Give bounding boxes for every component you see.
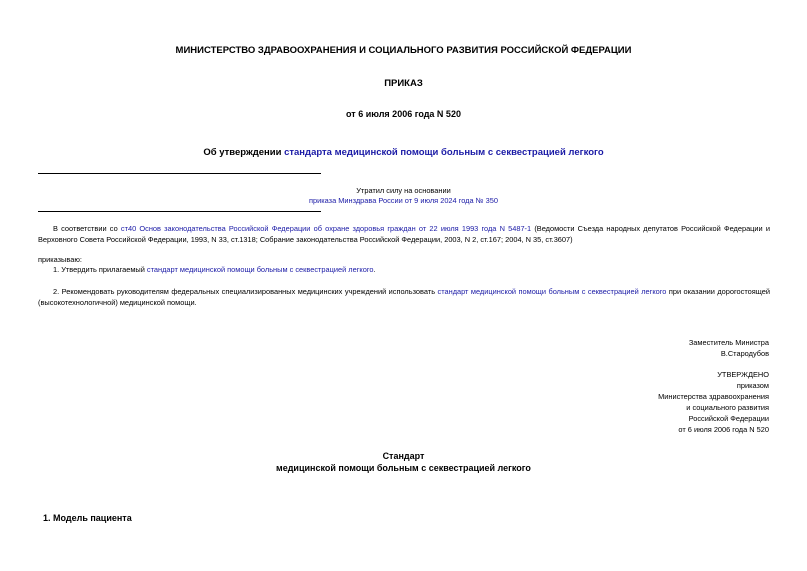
signature-position: Заместитель Министра [688, 338, 769, 347]
standard-title: Стандарт [382, 451, 425, 461]
item1-standard-link[interactable]: стандарт медицинской помощи больным с секвестрацией легкого [146, 265, 374, 274]
item2-standard-link[interactable]: стандарт медицинской помощи больным с секвестрацией легкого [437, 287, 667, 296]
preamble-law-link[interactable]: ст40 Основ законодательства Российской Федерации об охране здоровья граждан от 22 июля 1993 года N 5487-1 [120, 224, 532, 233]
order-item-1 [53, 264, 376, 275]
signature-name: В.Стародубов [720, 349, 769, 358]
approval-block [658, 369, 769, 435]
approval-line-2: приказом [736, 381, 769, 390]
preamble-text-1: В соответствии со [53, 224, 121, 233]
item1-text: 1. Утвердить прилагаемый [53, 265, 147, 274]
preamble-paragraph [38, 223, 770, 245]
title-prefix: Об утверждении [203, 147, 285, 158]
approval-line-5: Российской Федерации [688, 414, 769, 423]
item2-tail: при оказании дорогостоящей (высокотехнологичной) медицинской помощи. [38, 287, 770, 307]
approval-line-6: от 6 июля 2006 года N 520 [678, 425, 769, 434]
ministry-heading: МИНИСТЕРСТВО ЗДРАВООХРАНЕНИЯ И СОЦИАЛЬНОГО РАЗВИТИЯ РОССИЙСКОЙ ФЕДЕРАЦИИ [175, 45, 632, 56]
repeal-notice: Утратил силу на основании [356, 186, 451, 195]
approval-line-1: УТВЕРЖДЕНО [717, 370, 769, 379]
approval-line-4: и социального развития [686, 403, 769, 412]
document-type: ПРИКАЗ [384, 78, 423, 89]
standard-subtitle: медицинской помощи больным с секвестрацией легкого [276, 463, 531, 473]
item1-tail: . [373, 265, 376, 274]
section-heading: 1. Модель пациента [43, 513, 132, 523]
divider-bottom [38, 211, 321, 212]
item2-text: 2. Рекомендовать руководителям федеральных специализированных медицинских учреждений использовать [53, 287, 438, 296]
preamble-text-2: (Ведомости Съезда народных депутатов Российской Федерации и Верховного Совета Российской Федерации, 1993, N 33, ст.1318; Собрание законодательства Российской Федерации, 2003, N 2, ст.167; 2004, N 35, ст.3607) [38, 224, 770, 244]
approval-line-3: Министерства здравоохранения [658, 392, 769, 401]
divider-top [38, 173, 321, 174]
title-link[interactable]: стандарта медицинской помощи больным с секвестрацией легкого [284, 147, 604, 158]
document-date-number: от 6 июля 2006 года N 520 [346, 109, 461, 119]
document-title [0, 147, 807, 158]
repeal-notice-link[interactable]: приказа Минздрава России от 9 июля 2024 года № 350 [309, 196, 498, 205]
order-item-2 [38, 286, 770, 308]
signature-block [689, 337, 769, 359]
order-word: приказываю: [38, 255, 82, 264]
